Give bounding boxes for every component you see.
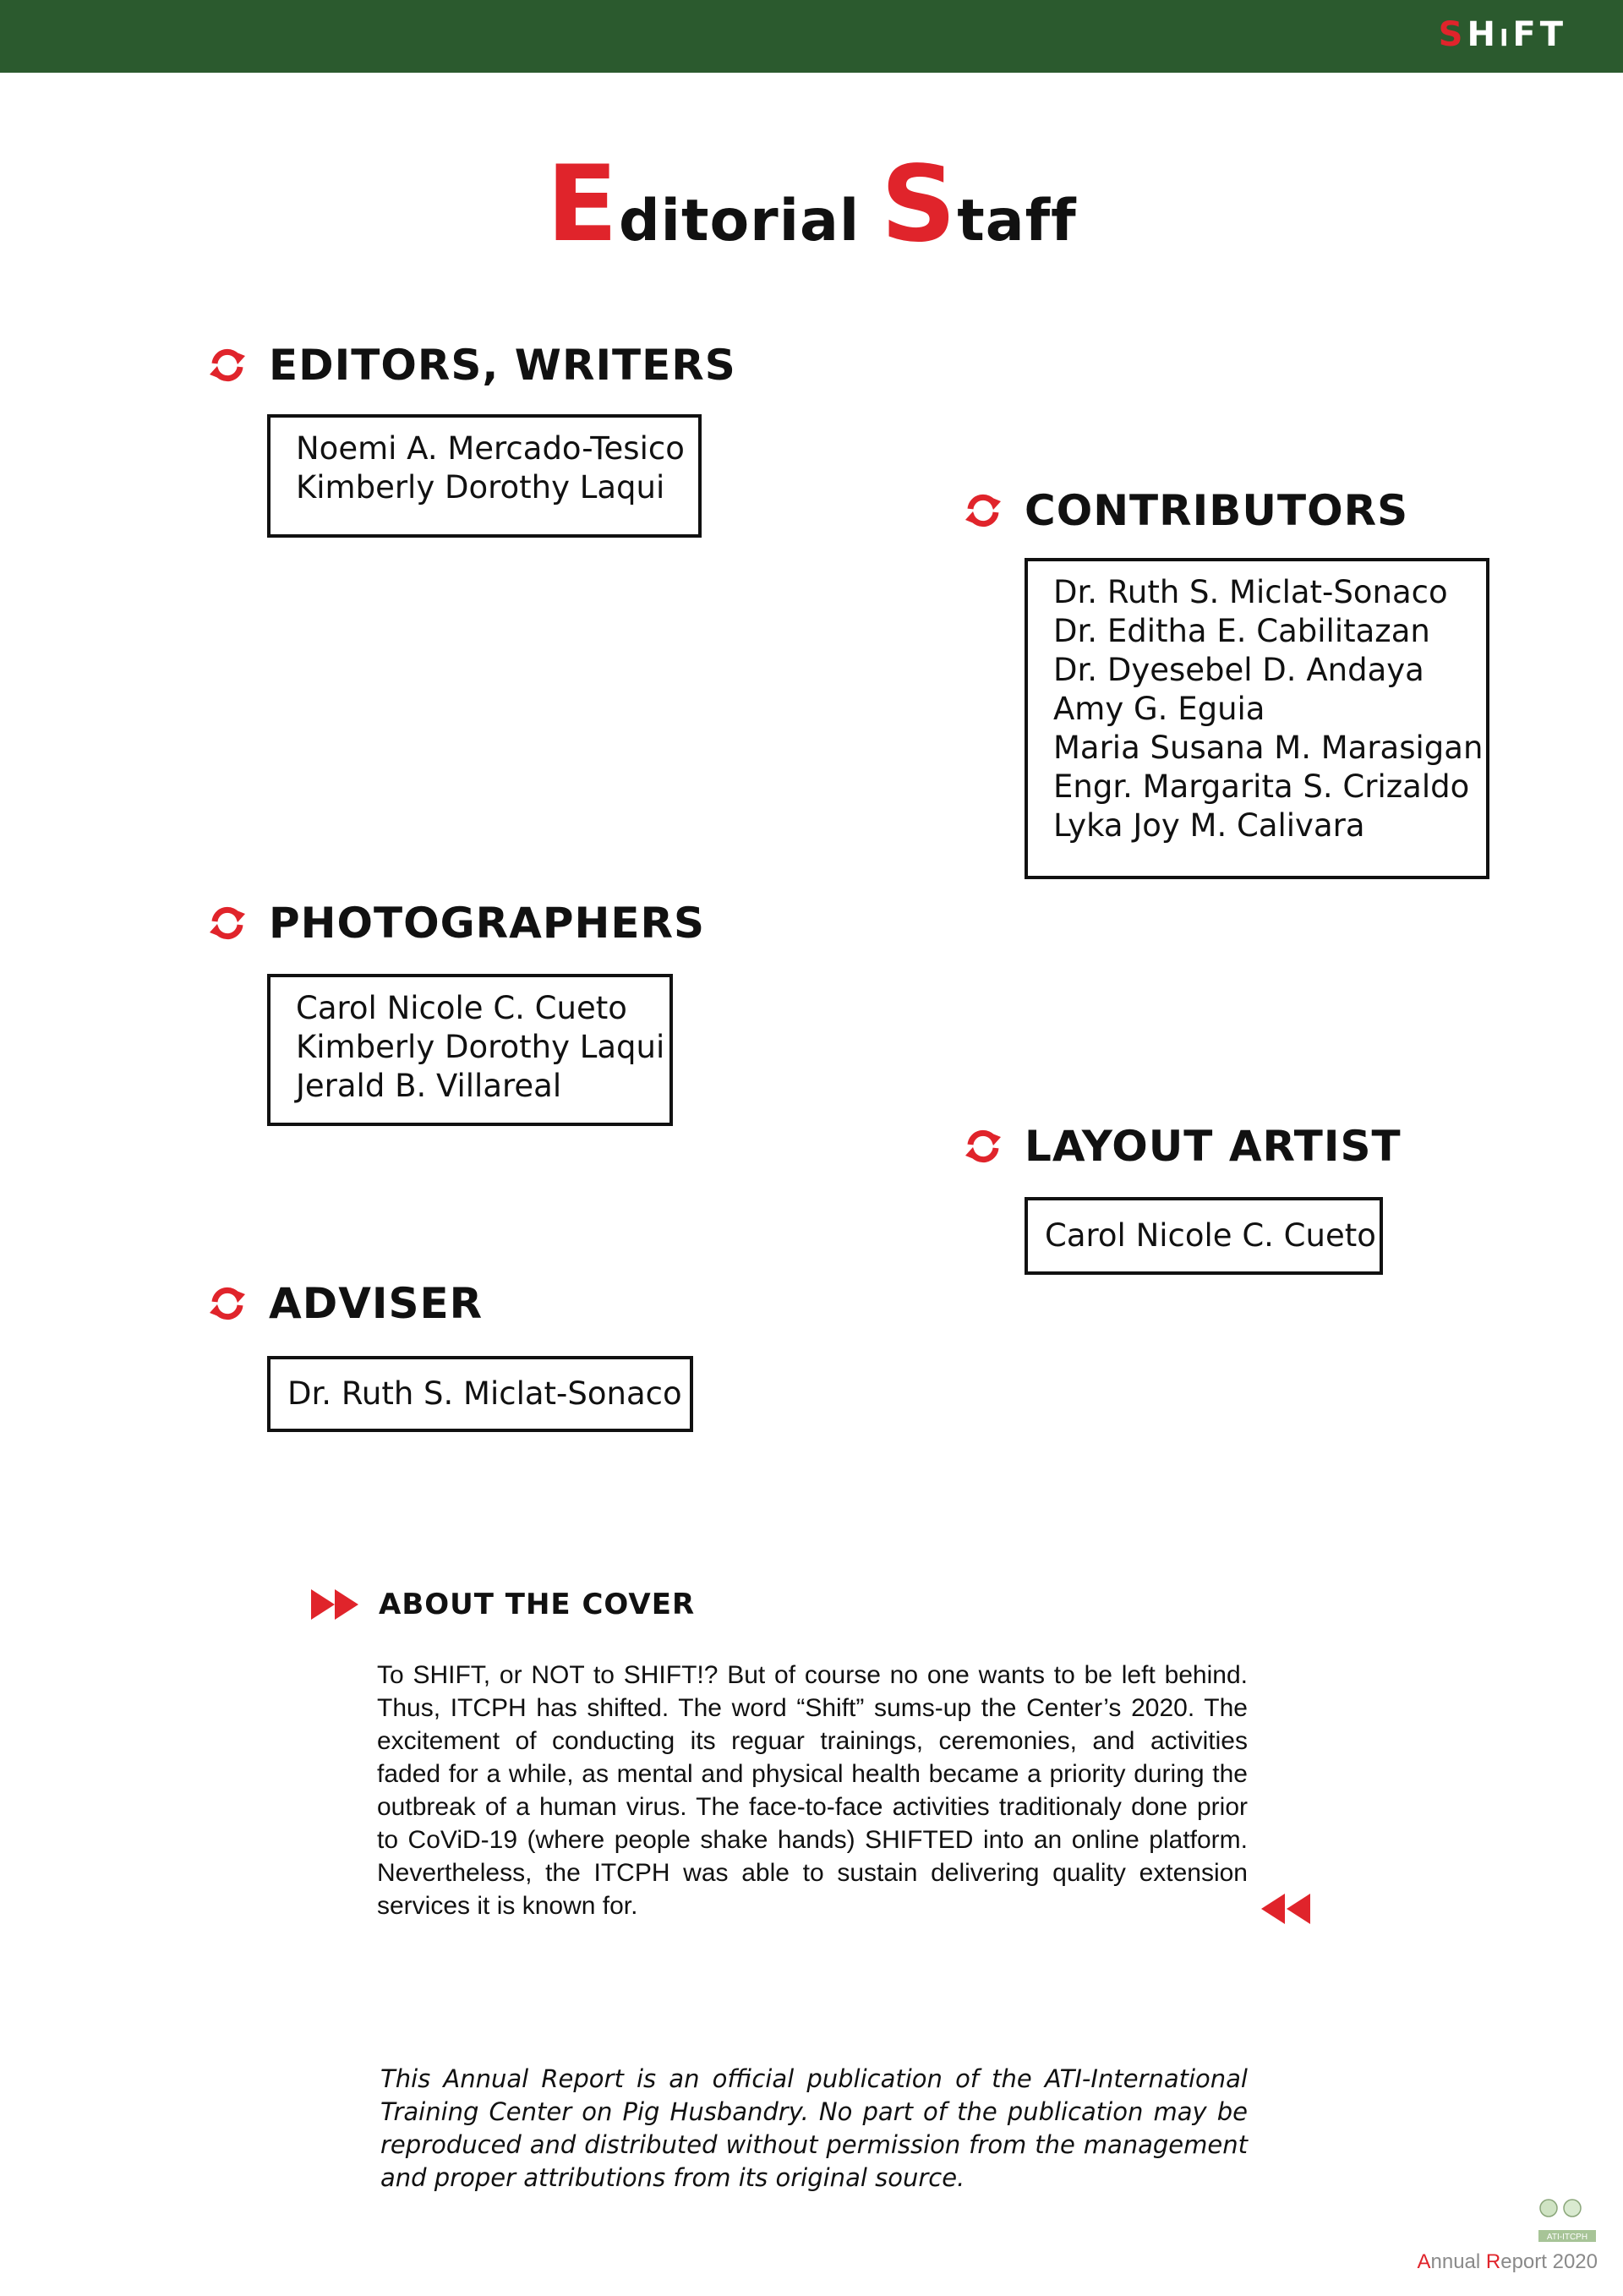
editors-box (267, 414, 702, 538)
about-paragraph: To SHIFT, or NOT to SHIFT!? But of course no one wants to be left behind. Thus, ITCPH has shifted. The word “Shift” sums-up the Center’s 2020. The excitement of conducting its reguar trainings, ceremonies, and activities faded for a while, as mental and physical health became a priority during the outbreak of a human virus. The face-to-face activities traditionaly done prior to CoViD-19 (where people shake hands) SHIFTED into an online platform. Nevertheless, the ITCPH was able to sustain delivering quality extension services it is known for. (377, 1661, 1248, 1920)
page-title: Editorial Staff (546, 144, 1077, 265)
name-line: Kimberly Dorothy Laqui (296, 469, 665, 506)
disclaimer-text: This Annual Report is an official publication of the ATI-International Training Center on Pig Husbandry. No part of the publication may be reproduced and distributed without permission from the management and proper attributions from its original source. (380, 2064, 1248, 2192)
cycle-arrows-icon (208, 904, 247, 943)
section-title: ADVISER (269, 1279, 484, 1328)
name-line: Lyka Joy M. Calivara (1053, 807, 1365, 844)
fast-forward-icon (311, 1589, 362, 1620)
name-line: Kimberly Dorothy Laqui (296, 1029, 665, 1065)
adviser-box (267, 1356, 693, 1432)
name-line: Maria Susana M. Marasigan (1053, 730, 1484, 766)
rewind-icon (1261, 1894, 1312, 1924)
cycle-arrows-icon (964, 1127, 1003, 1166)
name-line: Dr. Dyesebel D. Andaya (1053, 652, 1424, 688)
name-line: Carol Nicole C. Cueto (296, 990, 627, 1026)
name-line: Dr. Editha E. Cabilitazan (1053, 613, 1430, 649)
name-line: Dr. Ruth S. Miclat-Sonaco (1053, 574, 1448, 610)
ati-itcph-logo (1533, 2198, 1601, 2249)
layout-artist-box (1025, 1197, 1383, 1275)
section-photographers (208, 898, 705, 948)
section-title: CONTRIBUTORS (1025, 486, 1409, 535)
name-line: Noemi A. Mercado-Tesico (296, 430, 685, 467)
name-line: Engr. Margarita S. Crizaldo (1053, 768, 1470, 805)
name-line: Dr. Ruth S. Miclat-Sonaco (287, 1375, 682, 1412)
name-line: Jerald B. Villareal (296, 1068, 562, 1104)
cycle-arrows-icon (208, 1284, 247, 1323)
svg-text:ATI-ITCPH: ATI-ITCPH (1546, 2233, 1588, 2242)
cycle-arrows-icon (964, 491, 1003, 530)
name-line: Carol Nicole C. Cueto (1045, 1217, 1376, 1254)
section-title: PHOTOGRAPHERS (269, 899, 706, 948)
brand-logo: SHIFT (1438, 15, 1567, 54)
section-title: LAYOUT ARTIST (1025, 1122, 1402, 1171)
section-layout-artist (964, 1121, 1402, 1172)
name-line: Amy G. Eguia (1053, 691, 1265, 727)
section-title: EDITORS, WRITERS (269, 341, 736, 390)
section-adviser (208, 1278, 483, 1329)
about-heading (311, 1588, 695, 1621)
about-title: ABOUT THE COVER (379, 1588, 696, 1621)
header-bar (0, 0, 1623, 73)
section-editors (208, 340, 736, 391)
section-contributors (964, 485, 1408, 536)
contributors-box (1025, 558, 1489, 879)
cycle-arrows-icon (208, 346, 247, 385)
photographers-box (267, 974, 673, 1126)
annual-report-label: Annual Report 2020 (1417, 2250, 1598, 2273)
